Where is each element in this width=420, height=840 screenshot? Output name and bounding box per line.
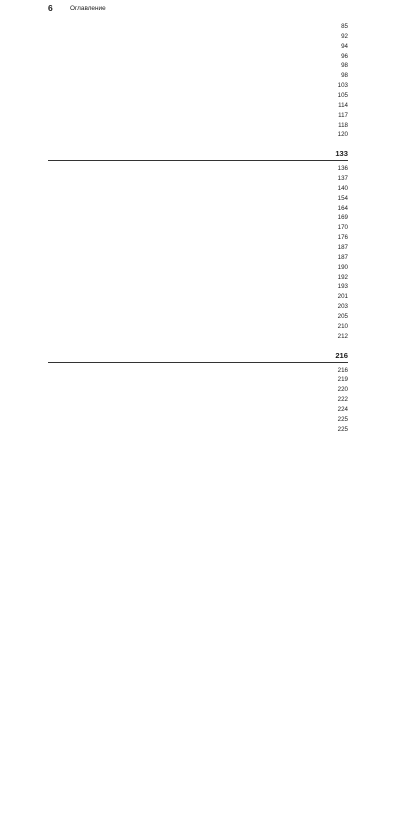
toc-entry-page: 137 — [0, 174, 348, 594]
toc-entry — [0, 263, 420, 273]
toc-entry — [0, 243, 420, 253]
toc-entry — [0, 282, 420, 292]
toc-entry — [0, 91, 420, 101]
toc-entry — [0, 223, 420, 233]
toc-entry — [0, 366, 420, 376]
toc-entry-page: 92 — [0, 32, 348, 452]
toc-entry — [0, 302, 420, 312]
toc-entry-page: 224 — [0, 405, 348, 825]
toc-entry-page: 212 — [0, 332, 348, 752]
toc-entry — [0, 81, 420, 91]
toc-entry-page: 190 — [0, 263, 348, 683]
toc-entry-page: 120 — [0, 130, 348, 550]
toc-entry-page: 192 — [0, 273, 348, 693]
toc-entry-page: 85 — [0, 22, 348, 442]
page-number: 6 — [48, 3, 53, 13]
toc-entry — [0, 322, 420, 332]
toc-entry — [0, 164, 420, 174]
toc-entry-page: 98 — [0, 71, 348, 491]
toc-entry-page: 136 — [0, 164, 348, 584]
toc-entry — [0, 42, 420, 52]
toc-entry — [0, 101, 420, 111]
toc-entry-page: 98 — [0, 61, 348, 481]
toc-entry-page: 170 — [0, 223, 348, 643]
toc-entry-page: 164 — [0, 204, 348, 624]
toc-entry-page: 219 — [0, 375, 348, 795]
toc-entry-page: 201 — [0, 292, 348, 712]
toc-entry-page: 140 — [0, 184, 348, 604]
toc-entry — [0, 174, 420, 184]
toc-entry — [0, 273, 420, 283]
toc-entry-page: 205 — [0, 312, 348, 732]
chapter-rule — [48, 160, 348, 161]
toc-entry — [0, 204, 420, 214]
toc-entry — [0, 111, 420, 121]
toc-entry-page: 114 — [0, 101, 348, 521]
toc-entry-page: 203 — [0, 302, 348, 722]
toc-entry — [0, 194, 420, 204]
toc-entry-page: 187 — [0, 253, 348, 673]
toc-entry-page: 216 — [0, 349, 348, 769]
toc-entry-page: 187 — [0, 243, 348, 663]
toc-entry — [0, 32, 420, 42]
toc-entry — [0, 213, 420, 223]
toc-entry-page: 220 — [0, 385, 348, 805]
toc-entry-page: 210 — [0, 322, 348, 742]
toc-entry-page: 118 — [0, 121, 348, 541]
chapter-rule — [48, 362, 348, 363]
toc-entry-page: 222 — [0, 395, 348, 815]
toc-entry — [0, 425, 420, 435]
toc-entry-page: 154 — [0, 194, 348, 614]
running-head — [48, 2, 106, 14]
toc-entry — [0, 130, 420, 140]
toc-entry-page: 216 — [0, 366, 348, 786]
toc-chapter-entry — [0, 349, 420, 363]
toc-chapter-entry — [0, 147, 420, 161]
toc-entry-page: 117 — [0, 111, 348, 531]
toc-entry-page: 225 — [0, 425, 348, 840]
toc-entry — [0, 395, 420, 405]
toc-entry-page: 94 — [0, 42, 348, 462]
toc-entry — [0, 312, 420, 322]
toc-entry-page: 225 — [0, 415, 348, 835]
toc-entry — [0, 61, 420, 71]
toc-entry — [0, 405, 420, 415]
toc-entry — [0, 375, 420, 385]
toc-entry-page: 176 — [0, 233, 348, 653]
toc-entry-page: 193 — [0, 282, 348, 702]
toc-entry — [0, 184, 420, 194]
toc-entry — [0, 233, 420, 243]
toc-entry-page: 96 — [0, 52, 348, 472]
toc-entry-page: 169 — [0, 213, 348, 633]
toc-entry-page: 133 — [0, 147, 348, 567]
toc-entry-page: 105 — [0, 91, 348, 511]
running-head-title: Оглавление — [70, 4, 106, 12]
toc-entry — [0, 332, 420, 342]
toc-entry — [0, 292, 420, 302]
toc-entry — [0, 385, 420, 395]
toc-entry — [0, 52, 420, 62]
toc-entry — [0, 22, 420, 32]
toc-entry — [0, 71, 420, 81]
toc-entry-page: 103 — [0, 81, 348, 501]
toc-entry — [0, 253, 420, 263]
toc-entry — [0, 121, 420, 131]
